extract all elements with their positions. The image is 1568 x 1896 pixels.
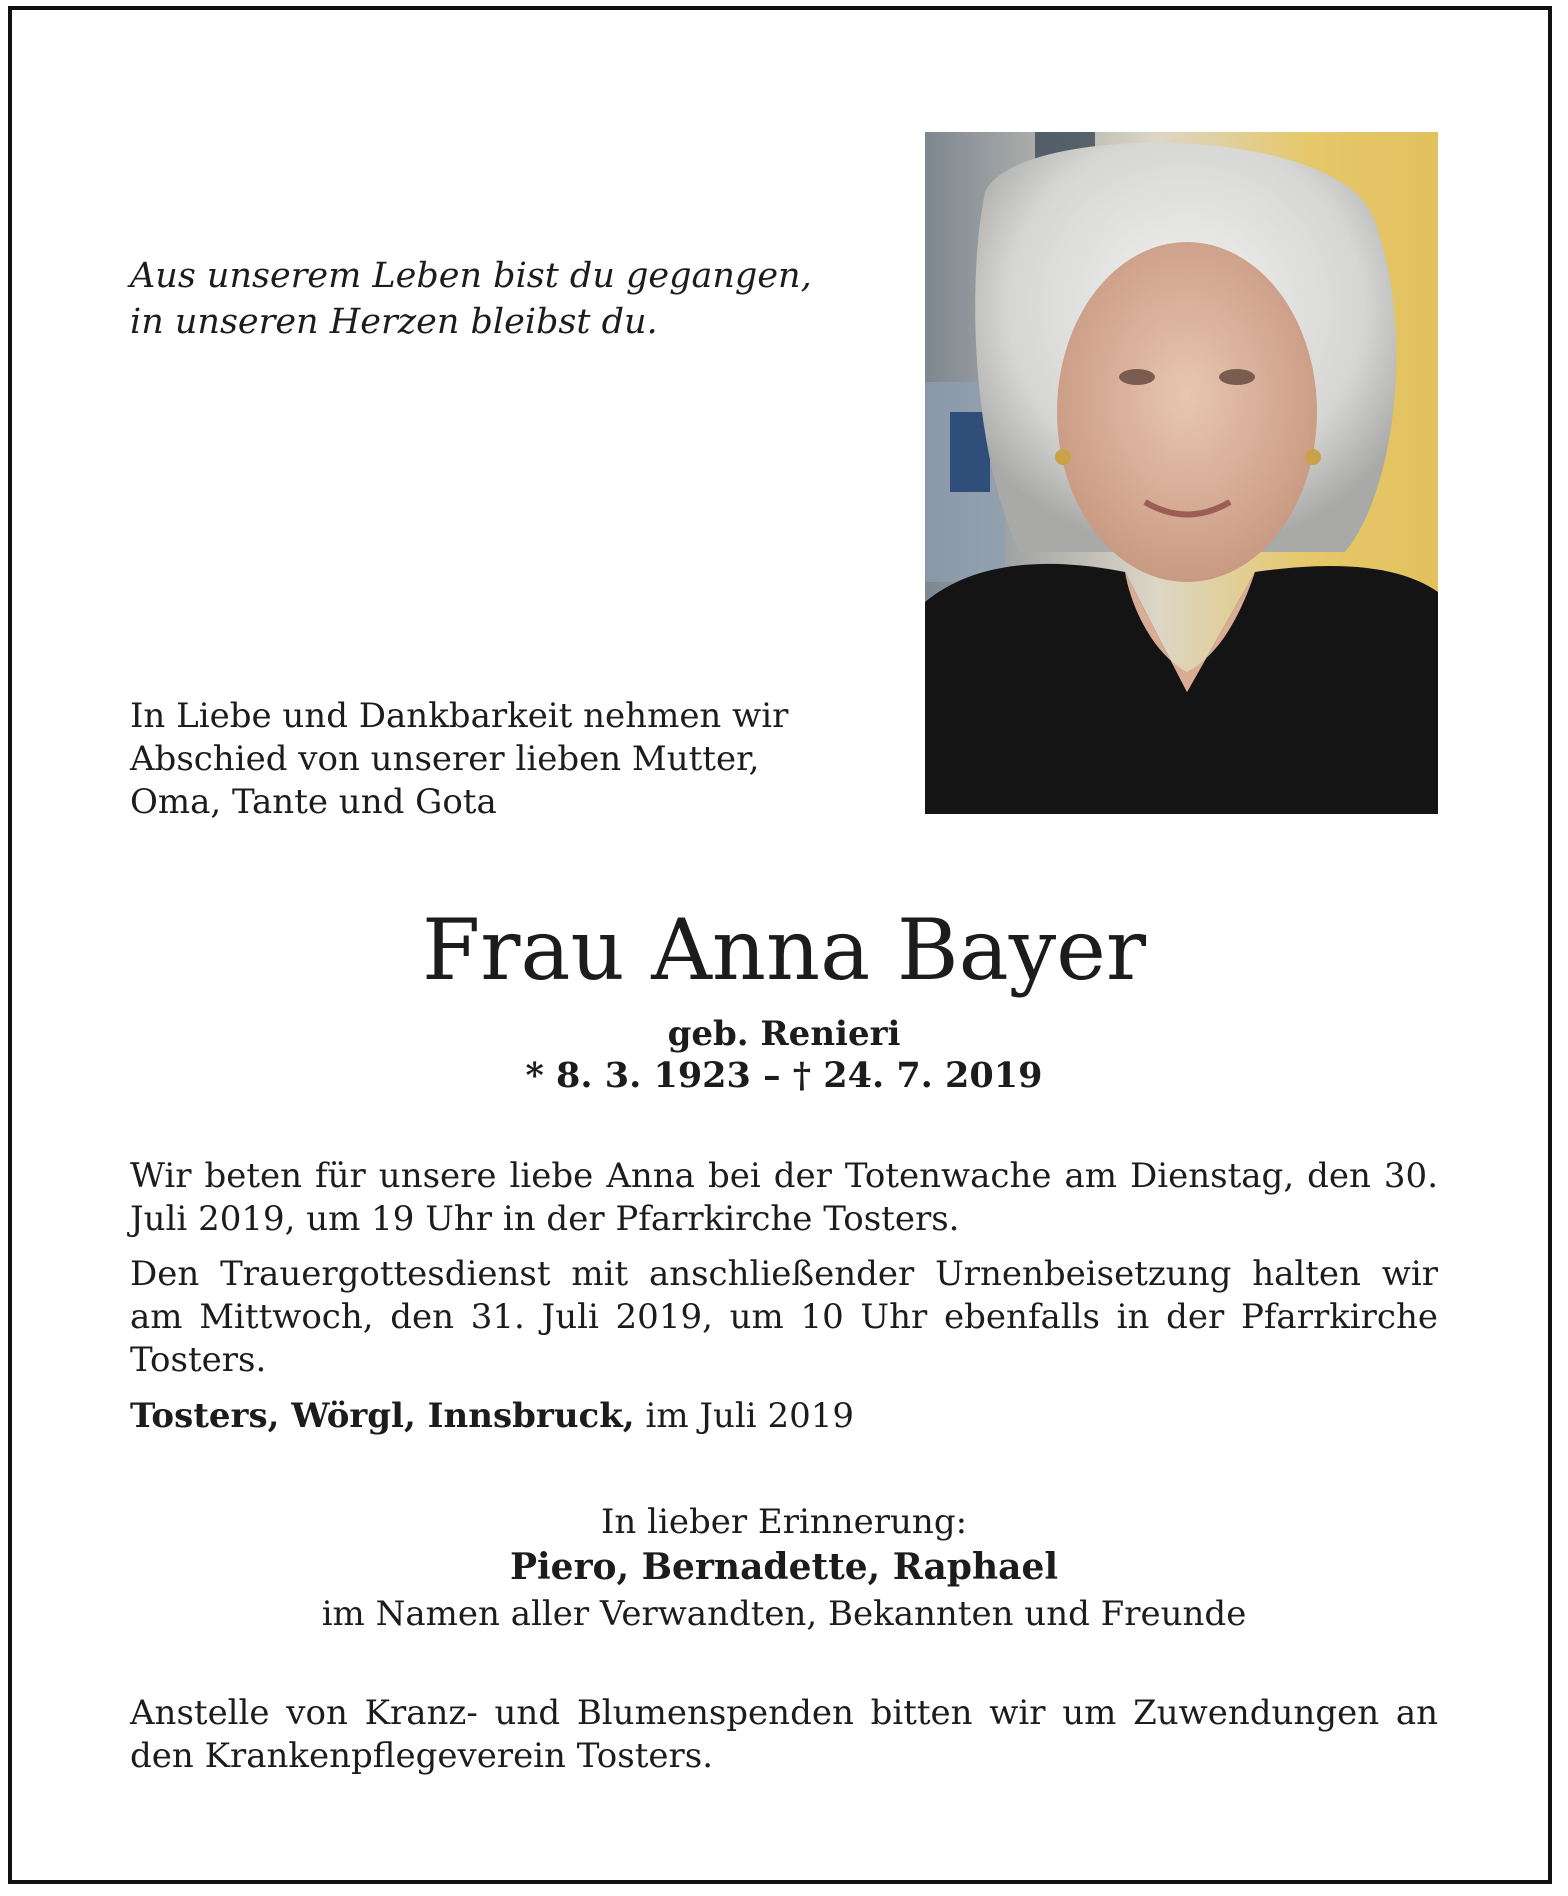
intro-line-2: Abschied von unserer lieben Mutter, xyxy=(130,739,760,779)
closing-names: Piero, Bernadette, Raphael xyxy=(509,1546,1059,1588)
wake-paragraph: Wir beten für unsere liebe Anna bei der Totenwache am Dienstag, den 30. Juli 2019, um 19 Uhr in der Pfarrkirche Tosters. xyxy=(130,1156,1438,1239)
place-and-date xyxy=(130,1394,1438,1438)
intro-line-3: Oma, Tante und Gota xyxy=(130,782,497,822)
service-paragraph: Den Trauergottesdienst mit anschließender Urnenbeisetzung halten wir am Mittwoch, den 31. Juli 2019, um 10 Uhr ebenfalls in der Pfarrkirche Tosters. xyxy=(130,1254,1438,1380)
deceased-name: Frau Anna Bayer xyxy=(421,901,1147,999)
intro-text xyxy=(130,695,816,824)
donation-paragraph: Anstelle von Kranz- und Blumenspenden bitten wir um Zuwendungen an den Krankenpflegeverein Tosters. xyxy=(130,1693,1438,1776)
closing-note: im Namen aller Verwandten, Bekannten und Freunde xyxy=(321,1594,1247,1634)
place-cities: Tosters, Wörgl, Innsbruck, xyxy=(130,1396,635,1436)
motto-quote xyxy=(130,253,830,345)
closing-heading: In lieber Erinnerung: xyxy=(600,1502,968,1542)
motto-line-1: Aus unserem Leben bist du gegangen, xyxy=(130,256,812,296)
birth-name: geb. Renieri xyxy=(667,1014,901,1054)
motto-line-2: in unseren Herzen bleibst du. xyxy=(130,302,658,342)
life-dates: * 8. 3. 1923 – † 24. 7. 2019 xyxy=(525,1055,1043,1096)
portrait-photo xyxy=(925,132,1438,814)
intro-line-1: In Liebe und Dankbarkeit nehmen wir xyxy=(130,696,789,736)
place-date: im Juli 2019 xyxy=(634,1396,854,1436)
